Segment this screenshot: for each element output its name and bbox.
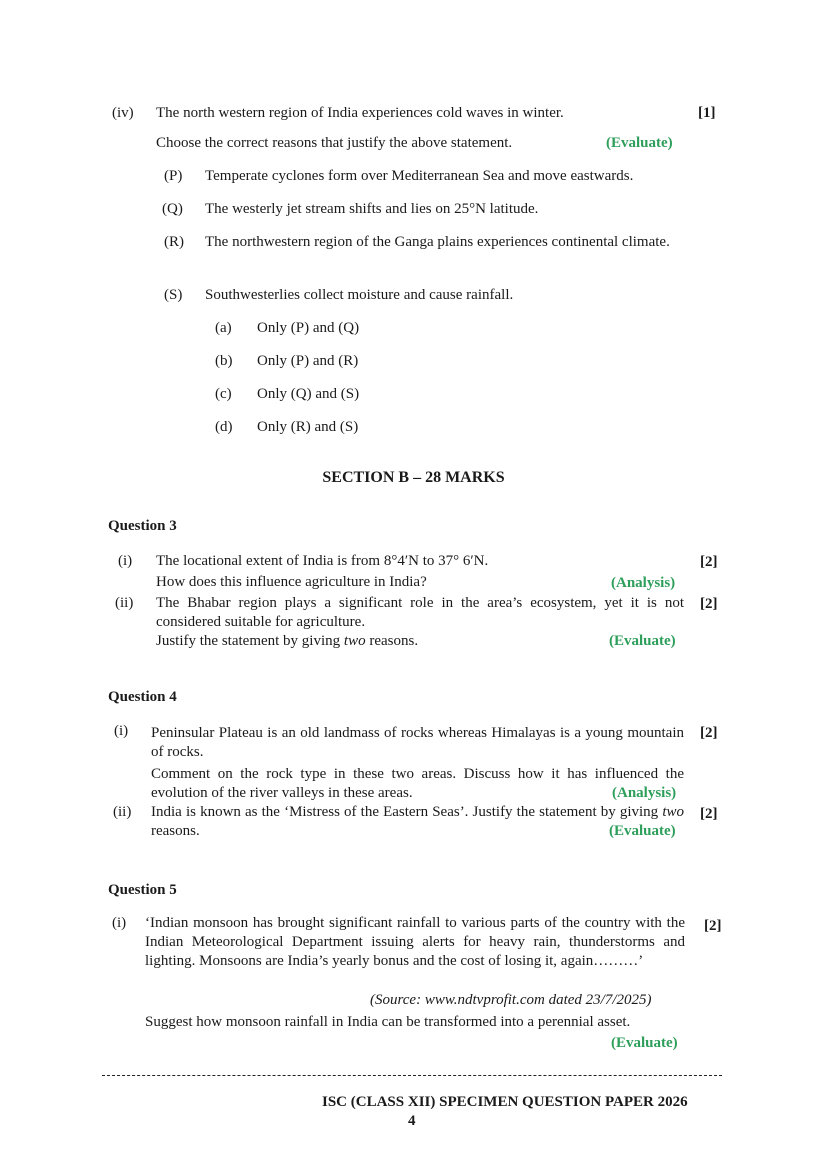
reason-text: The westerly jet stream shifts and lies on 25°N latitude. [205,201,539,217]
reason-label: (Q) [162,201,183,217]
skill-tag: (Evaluate) [606,135,673,151]
section-heading: SECTION B – 28 MARKS [322,469,505,486]
page-number: 4 [408,1113,416,1129]
question-text: The Bhabar region plays a significant role in the area’s ecosystem, yet it is not considered suitable for agriculture. [156,595,684,630]
source-citation: (Source: www.ndtvprofit.com dated 23/7/2025) [370,992,652,1008]
option-text: Only (R) and (S) [257,419,359,435]
reason-text: Temperate cyclones form over Mediterranean Sea and move eastwards. [205,168,634,184]
question-prompt: Choose the correct reasons that justify the above statement. [156,135,513,151]
question-text: Peninsular Plateau is an old landmass of rocks whereas Himalayas is a young mountain of rocks. [151,725,684,760]
question-text: Comment on the rock type in these two areas. Discuss how it has influenced the evolution of the river valleys in these areas. [151,766,684,801]
option-label: (a) [215,320,232,336]
source-quote: ‘Indian monsoon has brought significant rainfall to various parts of the country with the Indian Meteorological Department issuing alerts for heavy rain, thunderstorms and lighting. Monsoons are India’s yearly bonus and the cost of losing it, again………’ [145,915,685,969]
question-number: (iv) [112,105,134,121]
marks-badge: [2] [700,554,718,570]
question-text: How does this influence agriculture in India? [156,574,427,590]
question-text: The locational extent of India is from 8°4′N to 37° 6′N. [156,553,489,569]
reason-label: (S) [164,287,183,303]
footer-divider [102,1075,722,1076]
option-text: Only (Q) and (S) [257,386,360,402]
skill-tag: (Evaluate) [609,823,676,839]
option-text: Only (P) and (Q) [257,320,360,336]
marks-badge: [1] [698,105,716,121]
question-number: (i) [118,553,133,569]
reason-label: (P) [164,168,183,184]
marks-badge: [2] [700,806,718,822]
question-number: (ii) [115,595,134,611]
option-text: Only (P) and (R) [257,353,359,369]
question-title: Question 5 [108,882,177,898]
marks-badge: [2] [704,918,722,934]
marks-badge: [2] [700,725,718,741]
footer-title: ISC (CLASS XII) SPECIMEN QUESTION PAPER 2026 [322,1094,688,1110]
skill-tag: (Analysis) [612,785,677,801]
option-label: (c) [215,386,232,402]
question-text: India is known as the ‘Mistress of the Eastern Seas’. Justify the statement by giving two reasons. [151,804,684,839]
question-number: (i) [112,915,127,931]
marks-badge: [2] [700,596,718,612]
skill-tag: (Analysis) [611,575,676,591]
question-text: Justify the statement by giving two reasons. [156,633,419,649]
question-number: (i) [114,723,129,739]
skill-tag: (Evaluate) [611,1035,678,1051]
question-title: Question 4 [108,689,177,705]
option-label: (d) [215,419,233,435]
question-text: Suggest how monsoon rainfall in India can be transformed into a perennial asset. [145,1014,631,1030]
question-number: (ii) [113,804,132,820]
skill-tag: (Evaluate) [609,633,676,649]
reason-text: Southwesterlies collect moisture and cause rainfall. [205,287,514,303]
reason-label: (R) [164,234,184,250]
option-label: (b) [215,353,233,369]
question-title: Question 3 [108,518,177,534]
question-statement: The north western region of India experiences cold waves in winter. [156,105,564,121]
reason-text: The northwestern region of the Ganga plains experiences continental climate. [205,234,670,250]
